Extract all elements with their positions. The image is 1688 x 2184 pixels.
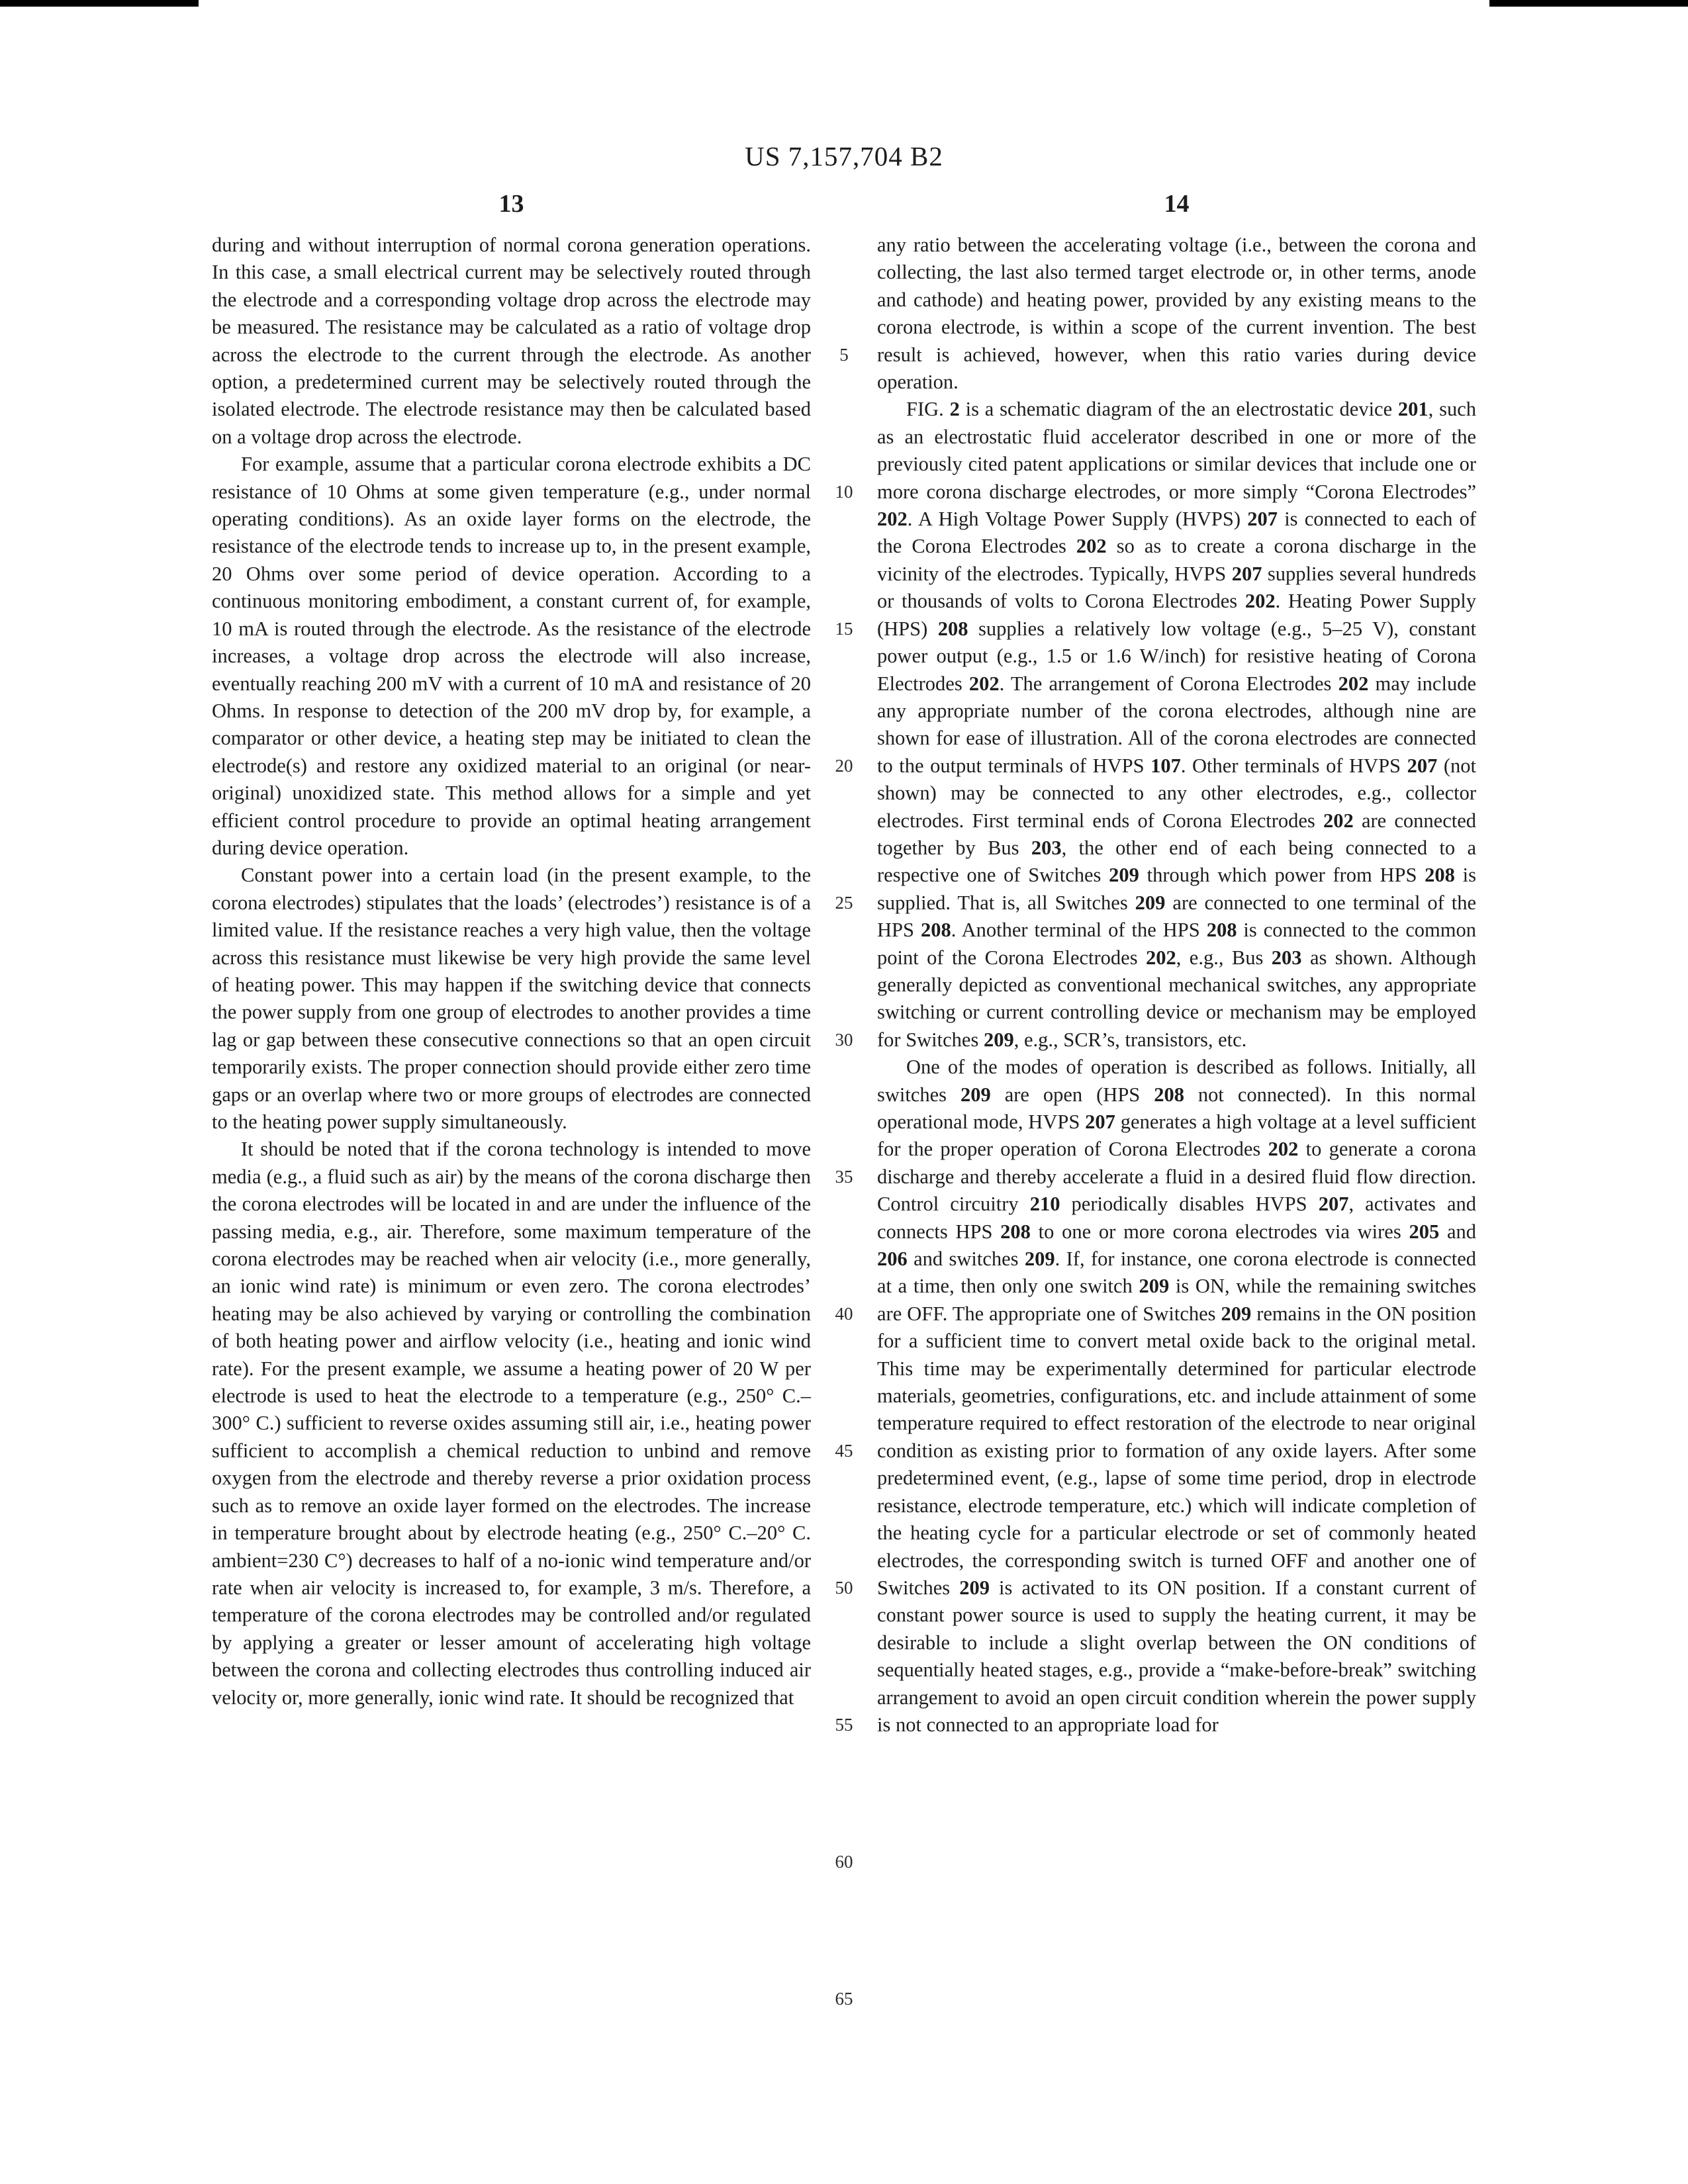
text-run: . Heating Power Supply (HPS): [877, 590, 1477, 640]
reference-numeral: 209: [1135, 891, 1166, 914]
line-number: 55: [835, 1714, 853, 1735]
reference-numeral: 107: [1150, 754, 1181, 777]
reference-numeral: 202: [1268, 1138, 1299, 1161]
text-run: are connected together by Bus: [877, 809, 1476, 859]
column-number-right: 14: [1164, 190, 1190, 218]
text-run: any ratio between the accelerating voltage (i.e., between the corona and collecting, the last also termed target electrode or, in other terms, anode and cathode) and heating power, provided by any existing means to the corona electrode, is within a scope of the current invention. The best result is achieved, however, when this ratio varies during device operation.: [877, 234, 1476, 394]
text-run: may include any appropriate number of the corona electrodes, although nine are shown for ease of illustration. All of the corona electrodes are connected to the output terminals of HVPS: [877, 672, 1476, 777]
paragraph: [877, 1054, 1476, 1739]
text-run: . Other terminals of HVPS: [1180, 754, 1407, 777]
reference-numeral: 203: [1031, 836, 1062, 859]
reference-numeral: 205: [1409, 1220, 1440, 1243]
text-run: and switches: [907, 1248, 1025, 1271]
text-run: is connected to each of the Corona Electrodes: [877, 508, 1476, 558]
paragraph: [877, 396, 1476, 1054]
reference-numeral: 207: [1318, 1193, 1349, 1216]
reference-numeral: 209: [1024, 1248, 1055, 1271]
reference-numeral: 202: [1338, 672, 1369, 695]
text-run: supplies a relatively low voltage (e.g., 5–25 V), constant power output (e.g., 1.5 or 1.6 W/inch) for resistive heating of Corona Electrodes: [877, 617, 1477, 695]
line-number: 25: [835, 892, 853, 913]
text-run: . Another terminal of the HPS: [951, 919, 1207, 942]
reference-numeral: 202: [877, 508, 908, 531]
line-number: 30: [835, 1029, 853, 1050]
text-run: . A High Voltage Power Supply (HVPS): [907, 508, 1248, 531]
text-run: . If, for instance, one corona electrode is connected at a time, then only one switch: [877, 1248, 1477, 1298]
text-run: are connected to one terminal of the HPS: [877, 891, 1476, 942]
text-run: , the other end of each being connected to a respective one of Switches: [877, 836, 1476, 887]
line-number: 35: [835, 1166, 853, 1187]
line-number: 65: [835, 1988, 853, 2009]
reference-numeral: 202: [1076, 535, 1107, 558]
text-run: is supplied. That is, all Switches: [877, 864, 1476, 914]
line-number: 45: [835, 1440, 853, 1461]
text-run: is connected to the common point of the Corona Electrodes: [877, 919, 1477, 969]
reference-numeral: 210: [1029, 1193, 1060, 1216]
patent-number-header: US 7,157,704 B2: [745, 141, 943, 171]
reference-numeral: 207: [1247, 508, 1278, 531]
reference-numeral: 209: [1109, 864, 1139, 887]
line-number: 10: [835, 481, 853, 502]
reference-numeral: 202: [1146, 946, 1176, 969]
reference-numeral: 208: [1425, 864, 1455, 887]
reference-numeral: 202: [1244, 590, 1276, 613]
reference-numeral: 209: [959, 1576, 990, 1599]
reference-numeral: 203: [1271, 946, 1302, 969]
text-run: to one or more corona electrodes via wires: [1030, 1220, 1409, 1243]
scan-artifact-top-left: [0, 0, 199, 7]
text-run: FIG.: [906, 398, 950, 421]
line-number-gutter: [811, 232, 877, 2058]
line-number: 15: [835, 618, 853, 639]
reference-numeral: 209: [961, 1083, 991, 1106]
text-run: as shown. Although generally depicted as conventional mechanical switches, any appropriate switching or current controlling device or mechanism may be employed for Switches: [877, 946, 1477, 1051]
reference-numeral: 209: [983, 1028, 1014, 1051]
line-number: 5: [839, 344, 849, 365]
line-number: 50: [835, 1577, 853, 1598]
text-run: remains in the ON position for a sufficient time to convert metal oxide back to the original metal. This time may be experimentally determined for particular electrode materials, geometries, configurations, etc. and include attainment of some temperature required to effect restoration of the electrode to near original condition as existing prior to formation of any oxide layers. After some predetermined event, (e.g., lapse of some time period, drop in electrode resistance, electrode temperature, etc.) which will indicate completion of the heating cycle for a particular electrode or set of commonly heated electrodes, the corresponding switch is turned OFF and another one of Switches: [877, 1302, 1476, 1599]
text-run: is ON, while the remaining switches are OFF. The appropriate one of Switches: [877, 1275, 1476, 1325]
reference-numeral: 207: [1085, 1111, 1115, 1133]
paragraph: [212, 451, 811, 862]
text-run: is a schematic diagram of the an electrostatic device: [959, 398, 1398, 421]
line-number: 20: [835, 755, 853, 776]
reference-numeral: 202: [968, 672, 1000, 695]
reference-numeral: 208: [937, 617, 968, 640]
text-run: and: [1439, 1220, 1476, 1243]
line-number: 40: [835, 1303, 853, 1324]
paragraph: [212, 232, 811, 451]
text-run: Constant power into a certain load (in the present example, to the corona electrodes) stipulates that the loads’ (electrodes’) resistance is of a limited value. If the resistance reaches a very high value, then the voltage across this resistance must likewise be very high provide the same level of heating power. This may happen if the switching device that connects the power supply from one group of electrodes to another provides a time lag or gap between these consecutive connections so that an open circuit temporarily exists. The proper connection should provide either zero time gaps or an overlap where two or more groups of electrodes are connected to the heating power supply simultaneously.: [212, 864, 811, 1133]
reference-numeral: 2: [949, 398, 960, 421]
column-right-text: [877, 232, 1476, 1739]
paragraph: [877, 232, 1476, 396]
text-run: (not shown) may be connected to any other electrodes, e.g., collector electrodes. First terminal ends of Corona Electrodes: [877, 754, 1476, 832]
paragraph: [212, 1136, 811, 1711]
reference-numeral: 208: [1000, 1220, 1031, 1243]
reference-numeral: 209: [1139, 1275, 1170, 1298]
text-run: to generate a corona discharge and thereby accelerate a fluid in a desired fluid flow direction. Control circuitry: [877, 1138, 1477, 1216]
text-run: is activated to its ON position. If a constant current of constant power source is used to supply the heating current, it may be desirable to include a slight overlap between the ON conditions of sequentially heated stages, e.g., provide a “make-before-break” switching arrangement to avoid an open circuit condition wherein the power supply is not connected to an appropriate load for: [877, 1576, 1476, 1736]
text-run: so as to create a corona discharge in the vicinity of the electrodes. Typically, HVPS: [877, 535, 1476, 585]
column-left-text: [212, 232, 811, 1711]
reference-numeral: 201: [1397, 398, 1429, 421]
reference-numeral: 209: [1221, 1302, 1252, 1325]
text-run: periodically disables HVPS: [1060, 1193, 1319, 1216]
text-run: One of the modes of operation is described as follows. Initially, all switches: [877, 1056, 1476, 1106]
text-run: during and without interruption of normal corona generation operations. In this case, a small electrical current may be selectively routed through the electrode and a corresponding voltage drop across the electrode may be measured. The resistance may be calculated as a ratio of voltage drop across the electrode to the current through the electrode. As another option, a predetermined current may be selectively routed through the isolated electrode. The electrode resistance may then be calculated based on a voltage drop across the electrode.: [212, 234, 811, 448]
text-run: It should be noted that if the corona technology is intended to move media (e.g., a fluid such as air) by the means of the corona discharge then the corona electrodes will be located in and are under the influence of the passing media, e.g., air. Therefore, some maximum temperature of the corona electrodes may be reached when air velocity (i.e., more generally, an ionic wind rate) is minimum or even zero. The corona electrodes’ heating may be also achieved by varying or controlling the combination of both heating power and airflow velocity (i.e., heating and ionic wind rate). For the present example, we assume a heating power of 20 W per electrode is used to heat the electrode to a temperature (e.g., 250° C.–300° C.) sufficient to reverse oxides assuming still air, i.e., heating power sufficient to accomplish a chemical reduction to unbind and remove oxygen from the electrode and thereby reverse a prior oxidation process such as to remove an oxide layer formed on the electrodes. The increase in temperature brought about by electrode heating (e.g., 250° C.–20° C. ambient=230 C°) decreases to half of a no-ionic wind temperature and/or rate when air velocity is increased to, for example, 3 m/s. Therefore, a temperature of the corona electrodes may be controlled and/or regulated by applying a greater or lesser amount of accelerating high voltage between the corona and collecting electrodes thus controlling induced air velocity or, more generally, ionic wind rate. It should be recognized that: [212, 1138, 811, 1709]
text-run: supplies several hundreds or thousands of volts to Corona Electrodes: [877, 562, 1476, 613]
text-run: through which power from HPS: [1139, 864, 1425, 887]
paragraph: [212, 862, 811, 1136]
text-run: For example, assume that a particular corona electrode exhibits a DC resistance of 10 Ohms at some given temperature (e.g., under normal operating conditions). As an oxide layer forms on the electrode, the resistance of the electrode tends to increase up to, in the present example, 20 Ohms over some period of device operation. According to a continuous monitoring embodiment, a constant current of, for example, 10 mA is routed through the electrode. As the resistance of the electrode increases, a voltage drop across the electrode will also increase, eventually reaching 200 mV with a current of 10 mA and resistance of 20 Ohms. In response to detection of the 200 mV drop by, for example, a comparator or other device, a heating step may be initiated to clean the electrode(s) and restore any oxidized material to an original (or near-original) unoxidized state. This method allows for a simple and yet efficient control procedure to provide an optimal heating arrangement during device operation.: [212, 453, 811, 859]
text-run: , activates and connects HPS: [877, 1193, 1476, 1243]
line-number: 60: [835, 1851, 853, 1872]
reference-numeral: 207: [1231, 562, 1262, 585]
column-number-left: 13: [498, 190, 524, 218]
text-run: , e.g., Bus: [1176, 946, 1272, 969]
text-run: generates a high voltage at a level sufficient for the proper operation of Corona Electrodes: [877, 1111, 1476, 1161]
reference-numeral: 206: [877, 1248, 908, 1271]
scan-artifact-top-right: [1489, 0, 1688, 7]
text-run: , e.g., SCR’s, transistors, etc.: [1013, 1028, 1247, 1051]
text-run: are open (HPS: [990, 1083, 1154, 1106]
text-run: not connected). In this normal operational mode, HVPS: [877, 1083, 1476, 1133]
reference-numeral: 208: [1154, 1083, 1184, 1106]
reference-numeral: 207: [1407, 754, 1438, 777]
reference-numeral: 208: [920, 919, 951, 942]
reference-numeral: 208: [1206, 919, 1237, 942]
text-run: , such as an electrostatic fluid accelerator described in one or more of the previously cited patent applications or similar devices that include one or more corona discharge electrodes, or more simply “Corona Electrodes”: [877, 398, 1476, 503]
text-run: . The arrangement of Corona Electrodes: [999, 672, 1338, 695]
reference-numeral: 202: [1323, 809, 1354, 832]
